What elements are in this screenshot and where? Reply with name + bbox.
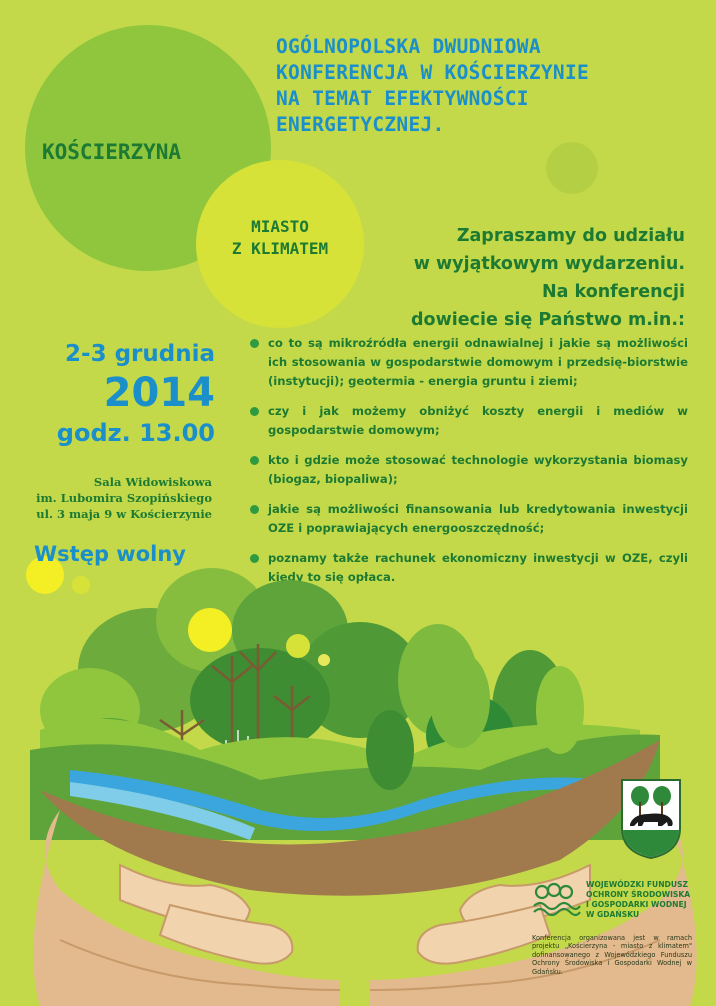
fund-line: W GDAŃSKU xyxy=(586,910,640,919)
motto-line: MIASTO xyxy=(251,217,309,236)
venue xyxy=(20,474,212,522)
title-line: NA TEMAT EFEKTYWNOŚCI xyxy=(276,87,529,110)
title-line: OGÓLNOPOLSKA DWUDNIOWA xyxy=(276,35,541,58)
koscierzyna-crest-icon xyxy=(620,778,682,860)
yellow-bubble xyxy=(188,608,232,652)
venue-line: Sala Widowiskowa xyxy=(93,475,212,489)
title-line: KONFERENCJA W KOŚCIERZYNIE xyxy=(276,61,590,84)
fund-name xyxy=(586,880,696,920)
invite-line: w wyjątkowym wydarzeniu. xyxy=(413,254,685,274)
event-time: godz. 13.00 xyxy=(56,419,215,447)
list-item xyxy=(248,500,688,538)
free-entry: Wstęp wolny xyxy=(34,542,186,566)
event-days: 2-3 grudnia xyxy=(65,341,215,367)
list-item xyxy=(248,402,688,440)
invite-line: Na konferencji xyxy=(541,282,685,302)
topic-text: co to są mikroźródła energii odnawialnej i jakie są możliwości ich stosowania w gospodarstwie domowym i przedsię-biorstwie (instytucji); geotermia - energia gruntu i ziemi; xyxy=(268,336,688,388)
list-item xyxy=(248,451,688,489)
bullet-icon xyxy=(250,505,259,514)
venue-line: ul. 3 maja 9 w Kościerzynie xyxy=(36,507,212,521)
title-line: ENERGETYCZNEJ. xyxy=(276,113,445,136)
wfosigw-logo-icon xyxy=(530,880,582,920)
yellow-bubble xyxy=(318,654,330,666)
topic-text: poznamy także rachunek ekonomiczny inwestycji w OZE, czyli kiedy to się opłaca. xyxy=(268,551,688,584)
motto-line: Z KLIMATEM xyxy=(231,239,329,258)
conference-title xyxy=(276,34,696,138)
motto xyxy=(204,216,356,260)
event-year: 2014 xyxy=(103,370,215,416)
fund-line: WOJEWÓDZKI FUNDUSZ xyxy=(586,880,688,889)
city-name: KOŚCIERZYNA xyxy=(42,140,182,164)
venue-line: im. Lubomira Szopińskiego xyxy=(36,491,212,505)
bullet-icon xyxy=(250,456,259,465)
bullet-icon xyxy=(250,407,259,416)
topics-list xyxy=(248,334,688,598)
topic-text: kto i gdzie może stosować technologie wykorzystania biomasy (biogaz, biopaliwa); xyxy=(268,453,688,486)
invite-line: Zapraszamy do udziału xyxy=(456,226,685,246)
topic-text: czy i jak możemy obniżyć koszty energii i mediów w gospodarstwie domowym; xyxy=(268,404,688,437)
small-circle-right xyxy=(546,142,598,194)
yellow-bubble xyxy=(286,634,310,658)
list-item xyxy=(248,334,688,391)
funding-footnote: Konferencja organizowana jest w ramach projektu „Kościerzyna - miasto z klimatem" dofinansowanego z Wojewódzkiego Funduszu Ochrony Środowiska i Gospodarki Wodnej w Gdańsku. xyxy=(532,934,692,976)
topic-text: jakie są możliwości finansowania lub kredytowania inwestycji OZE i poprawiających energooszczędność; xyxy=(268,502,688,535)
event-date xyxy=(20,338,215,450)
bullet-icon xyxy=(250,339,259,348)
invite-line: dowiecie się Państwo m.in.: xyxy=(411,310,685,330)
fund-line: OCHRONY ŚRODOWISKA xyxy=(586,890,691,899)
fund-line: I GOSPODARKI WODNEJ xyxy=(586,900,687,909)
invitation-text xyxy=(355,222,685,334)
